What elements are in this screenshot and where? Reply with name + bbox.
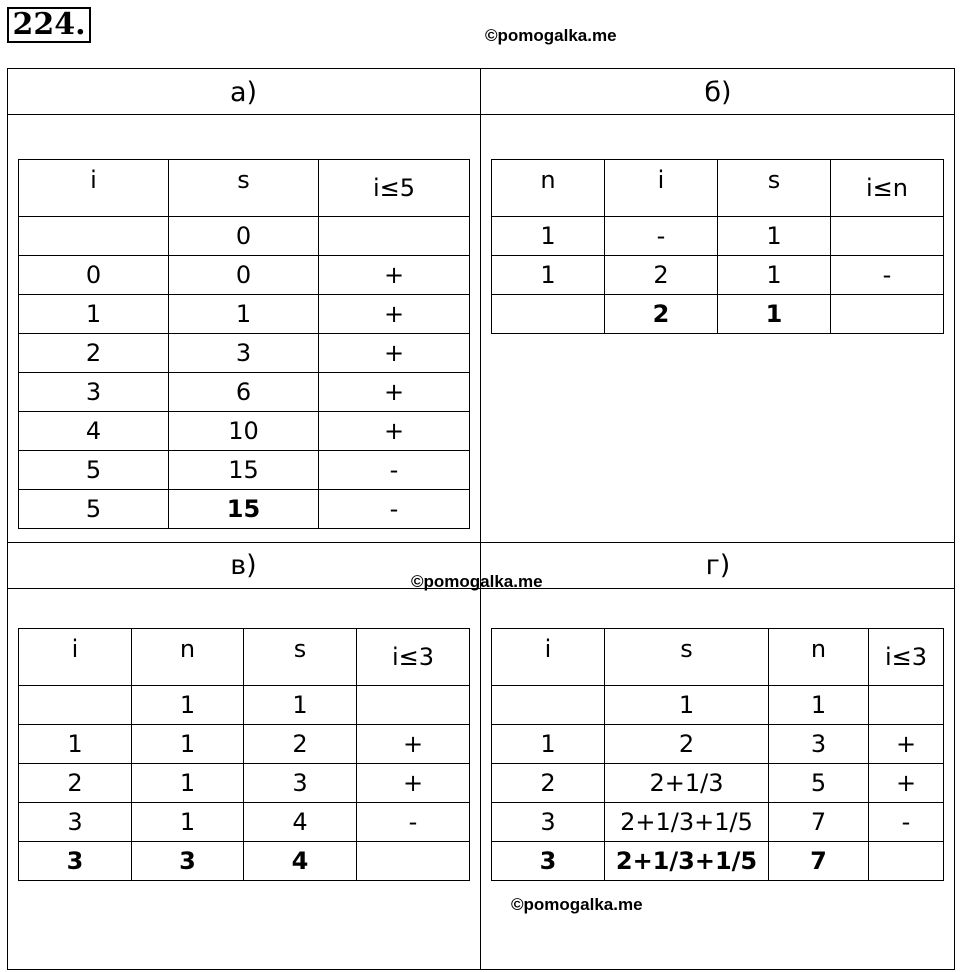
header-cell: n — [132, 629, 244, 686]
table-row — [492, 217, 944, 256]
table-row — [492, 686, 944, 725]
header-cell-condition: i≤3 — [357, 629, 470, 686]
table-row — [492, 764, 944, 803]
section-g-label: г) — [705, 550, 731, 581]
frame-vertical-divider — [480, 68, 481, 970]
table-cell: 1 — [492, 256, 605, 295]
table-cell: 2 — [605, 295, 718, 334]
table-row — [492, 803, 944, 842]
table-row — [19, 764, 470, 803]
table-g-header-row — [492, 629, 944, 686]
table-row — [19, 725, 470, 764]
table-cell: 2 — [492, 764, 605, 803]
table-cell: - — [357, 803, 470, 842]
table-row — [19, 295, 470, 334]
table-cell: 3 — [244, 764, 357, 803]
table-v — [18, 628, 470, 881]
table-b — [491, 159, 944, 334]
header-cell: n — [492, 160, 605, 217]
table-row-final — [492, 295, 944, 334]
section-a-label: а) — [229, 77, 258, 108]
table-cell — [831, 295, 944, 334]
table-cell — [319, 217, 470, 256]
table-cell: + — [869, 725, 944, 764]
table-cell: + — [319, 373, 470, 412]
header-cell: i — [19, 629, 132, 686]
table-cell: 1 — [132, 803, 244, 842]
table-cell: + — [869, 764, 944, 803]
table-cell: 1 — [19, 295, 169, 334]
table-cell: 6 — [169, 373, 319, 412]
table-cell: 2 — [19, 764, 132, 803]
frame-divider-middle — [7, 542, 955, 543]
table-cell: 1 — [132, 725, 244, 764]
table-cell — [357, 686, 470, 725]
watermark-middle: ©pomogalka.me — [411, 572, 543, 591]
table-cell: 2 — [605, 725, 769, 764]
table-cell: 1 — [492, 217, 605, 256]
table-cell: 2+1/3+1/5 — [605, 842, 769, 881]
table-cell: 1 — [718, 256, 831, 295]
table-cell: 1 — [19, 725, 132, 764]
table-cell: - — [319, 490, 470, 529]
table-cell: 3 — [132, 842, 244, 881]
header-cell-condition: i≤n — [831, 160, 944, 217]
table-cell: + — [357, 725, 470, 764]
table-cell: 5 — [19, 451, 169, 490]
table-cell — [869, 842, 944, 881]
table-v-header-row — [19, 629, 470, 686]
table-g — [491, 628, 944, 881]
header-cell: s — [169, 160, 319, 217]
table-cell: 7 — [769, 803, 869, 842]
header-cell: s — [244, 629, 357, 686]
table-row — [492, 725, 944, 764]
header-cell-condition: i≤5 — [319, 160, 470, 217]
table-cell: 1 — [244, 686, 357, 725]
table-row — [19, 256, 470, 295]
table-cell — [831, 217, 944, 256]
table-cell: 0 — [169, 256, 319, 295]
table-cell — [19, 217, 169, 256]
table-cell: 0 — [169, 217, 319, 256]
table-row-final — [19, 842, 470, 881]
table-cell: 2+1/3+1/5 — [605, 803, 769, 842]
header-cell-condition: i≤3 — [869, 629, 944, 686]
table-cell: 3 — [492, 803, 605, 842]
table-row — [19, 451, 470, 490]
table-row — [19, 803, 470, 842]
table-cell: 1 — [492, 725, 605, 764]
table-cell: 5 — [769, 764, 869, 803]
table-row — [19, 334, 470, 373]
table-cell-final-result: 15 — [169, 490, 319, 529]
table-cell: - — [319, 451, 470, 490]
table-cell: 1 — [169, 295, 319, 334]
table-cell: 2+1/3 — [605, 764, 769, 803]
table-cell: 1 — [718, 217, 831, 256]
header-cell: n — [769, 629, 869, 686]
table-cell: + — [319, 334, 470, 373]
table-cell — [19, 686, 132, 725]
table-cell: 4 — [244, 842, 357, 881]
table-cell: 10 — [169, 412, 319, 451]
table-cell: 1 — [132, 686, 244, 725]
table-cell: 2 — [19, 334, 169, 373]
header-cell: i — [492, 629, 605, 686]
table-cell: 3 — [769, 725, 869, 764]
watermark-bottom: ©pomogalka.me — [511, 895, 643, 914]
table-cell: 15 — [169, 451, 319, 490]
table-cell: 1 — [718, 295, 831, 334]
table-row-final — [19, 490, 470, 529]
table-row-final — [492, 842, 944, 881]
watermark-top: ©pomogalka.me — [485, 26, 617, 45]
table-cell: 1 — [769, 686, 869, 725]
table-cell: 2 — [244, 725, 357, 764]
table-row — [19, 373, 470, 412]
table-cell: - — [831, 256, 944, 295]
section-v-label: в) — [230, 550, 257, 581]
table-cell: - — [605, 217, 718, 256]
header-cell: i — [605, 160, 718, 217]
table-b-header-row — [492, 160, 944, 217]
table-cell: + — [319, 295, 470, 334]
table-cell: + — [319, 256, 470, 295]
table-row — [19, 412, 470, 451]
table-cell — [492, 686, 605, 725]
table-cell — [869, 686, 944, 725]
table-a — [18, 159, 470, 529]
task-number: 224. — [7, 7, 91, 43]
table-cell — [357, 842, 470, 881]
table-cell: 0 — [19, 256, 169, 295]
table-cell: 3 — [19, 842, 132, 881]
table-cell: + — [319, 412, 470, 451]
table-cell: - — [869, 803, 944, 842]
frame-divider-top-header — [7, 114, 955, 115]
table-cell: 1 — [132, 764, 244, 803]
table-cell: 5 — [19, 490, 169, 529]
table-row — [19, 686, 470, 725]
table-cell: + — [357, 764, 470, 803]
table-cell: 2 — [605, 256, 718, 295]
header-cell: s — [605, 629, 769, 686]
section-b-label: б) — [704, 77, 732, 108]
table-cell: 3 — [492, 842, 605, 881]
table-cell: 7 — [769, 842, 869, 881]
table-cell — [492, 295, 605, 334]
table-cell: 1 — [605, 686, 769, 725]
header-cell: i — [19, 160, 169, 217]
table-row — [492, 256, 944, 295]
table-cell: 4 — [244, 803, 357, 842]
table-cell: 4 — [19, 412, 169, 451]
table-cell: 3 — [169, 334, 319, 373]
table-cell: 3 — [19, 373, 169, 412]
table-row — [19, 217, 470, 256]
header-cell: s — [718, 160, 831, 217]
table-a-header-row — [19, 160, 470, 217]
table-cell: 3 — [19, 803, 132, 842]
